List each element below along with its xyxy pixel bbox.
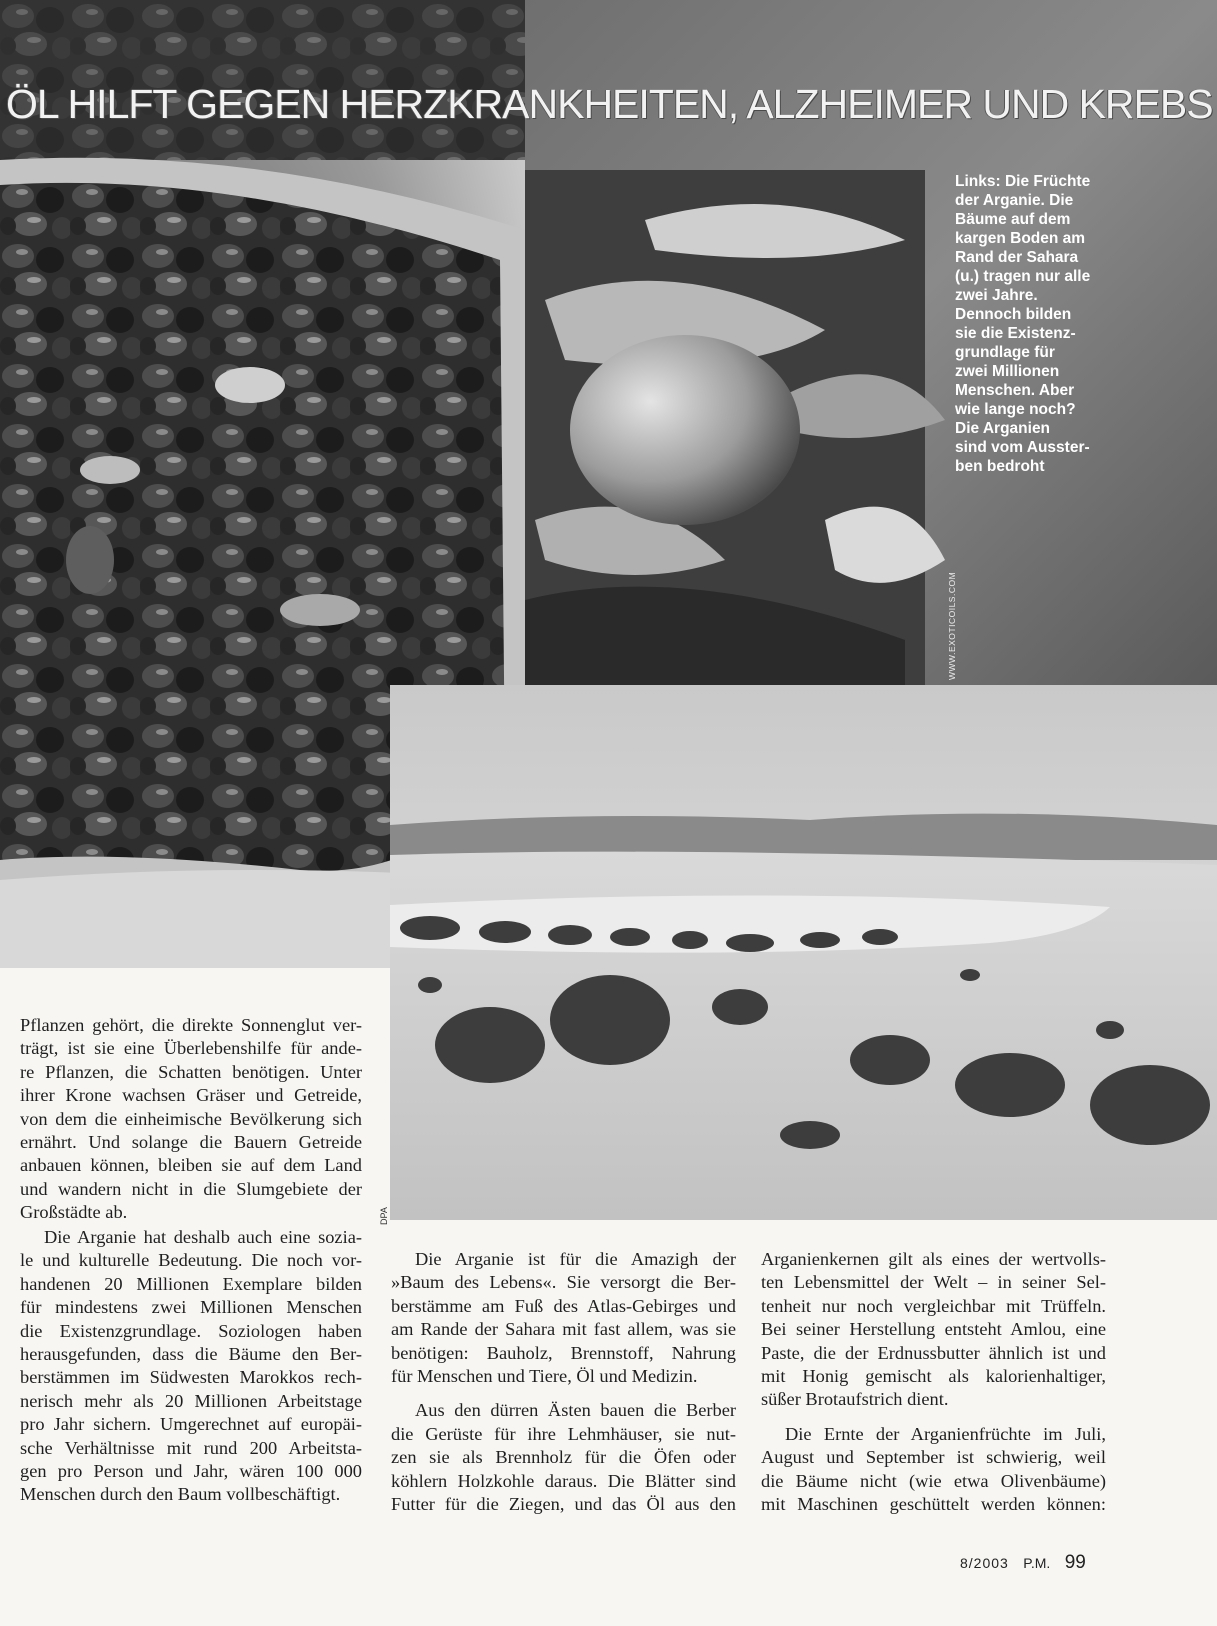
text-line: und wandern nicht in die Slumgebiete der	[20, 1178, 362, 1199]
text-line: tenheit nur noch vergleichbar mit Trüffeln.	[761, 1295, 1106, 1316]
text-line: berstämme am Fuß des Atlas-Gebirges und	[391, 1295, 736, 1316]
text-line: die Bäume nicht (wie etwa Olivenbäume)	[761, 1470, 1106, 1491]
text-line: für Menschen und Tiere, Öl und Medizin.	[391, 1366, 698, 1387]
photo-credit-top: WWW.EXOTICOILS.COM	[947, 571, 957, 680]
text-line: Aus den dürren Ästen bauen die Berber	[415, 1400, 736, 1421]
text-line: ten Lebensmittel der Welt – in seiner Sel-	[761, 1272, 1106, 1293]
text-line: Bei seiner Herstellung entsteht Amlou, eine	[761, 1319, 1106, 1340]
text-line: Menschen durch den Baum vollbeschäftigt.	[20, 1484, 341, 1505]
text-line: Die Arganie ist für die Amazigh der	[415, 1249, 736, 1269]
text-line: »Baum des Lebens«. Sie versorgt die Ber-	[391, 1272, 736, 1293]
photo-credit-bottom: DPA	[379, 1207, 389, 1225]
text-line: für mindestens zwei Millionen Menschen	[20, 1297, 362, 1318]
text-line: mit Maschinen geschüttelt werden können:	[761, 1494, 1106, 1515]
text-line: Futter für die Ziegen, und das Öl aus den	[391, 1494, 736, 1515]
text-line: Paste, die der Erdnussbutter ähnlich ist und	[761, 1342, 1106, 1363]
magazine-name: P.M.	[1023, 1555, 1051, 1571]
text-line: süßer Brotaufstrich dient.	[761, 1389, 949, 1410]
text-line: sche Verhältnisse mit rund 200 Arbeitsta-	[20, 1437, 362, 1458]
headline: ÖL HILFT GEGEN HERZKRANKHEITEN, ALZHEIMER UND KREBS	[6, 81, 1213, 127]
text-line: re Pflanzen, die Schatten benötigen. Unter	[20, 1061, 362, 1082]
text-line: benötigen: Bauholz, Brennstoff, Nahrung	[391, 1342, 736, 1363]
text-line: Pflanzen gehört, die direkte Sonnenglut ver-	[20, 1015, 362, 1035]
text-line: berstämmen im Südwesten Marokkos rech-	[20, 1367, 362, 1388]
text-line: gen pro Person und Jahr, wären 100 000	[20, 1461, 362, 1482]
text-line: zen sie als Brennholz für die Öfen oder	[391, 1447, 736, 1468]
text-line: mit Honig gemischt als kalorienhaltiger,	[761, 1366, 1106, 1387]
text-line: anbauen können, bleiben sie auf dem Land	[20, 1155, 362, 1176]
text-line: ernährt. Und solange die Bauern Getreide	[20, 1132, 362, 1153]
column1-para1	[20, 1014, 362, 1225]
text-line: le und kulturelle Bedeutung. Die noch vor-	[20, 1250, 362, 1271]
text-line: pro Jahr sichern. Umgerechnet auf europäi-	[20, 1414, 362, 1435]
text-line: ihrer Krone wachsen Gräser und Getreide,	[20, 1085, 362, 1106]
text-line: August und September ist schwierig, weil	[761, 1447, 1106, 1468]
text-line: die Existenzgrundlage. Soziologen haben	[20, 1320, 362, 1341]
text-line: von dem die einheimische Bevölkerung sich	[20, 1108, 362, 1129]
column1-para2	[20, 1226, 362, 1507]
text-line: trägt, ist sie eine Überlebenshilfe für ande-	[20, 1038, 362, 1059]
text-line: Arganienkernen gilt als eines der wertvolls-	[761, 1249, 1106, 1269]
text-line: nerisch mehr als 20 Millionen Arbeitstage	[20, 1390, 362, 1411]
text-line: herausgefunden, dass die Bäume den Ber-	[20, 1344, 362, 1365]
photo-caption: Links: Die Früchte der Arganie. Die Bäume auf dem kargen Boden am Rand der Sahara (u.) tragen nur alle zwei Jahre. Dennoch bilden sie die Existenz- grundlage für zwei Millionen Menschen. Aber wie lange noch? Die Arganien sind vom Ausster- ben bedroht	[955, 173, 1091, 475]
text-line: am Rande der Sahara mit fast allem, was sie	[391, 1319, 736, 1340]
page-footer	[960, 1552, 1086, 1574]
page-number: 99	[1064, 1552, 1086, 1573]
text-line: Großstädte ab.	[20, 1202, 128, 1223]
column2	[391, 1248, 736, 1516]
text-line: Die Arganie hat deshalb auch eine sozia-	[44, 1227, 362, 1247]
issue-number: 8/2003	[960, 1555, 1009, 1571]
text-line: handenen 20 Millionen Exemplare bilden	[20, 1273, 362, 1294]
text-line: Die Ernte der Arganienfrüchte im Juli,	[785, 1423, 1106, 1444]
text-line: die Gerüste für ihre Lehmhäuser, sie nut-	[391, 1423, 736, 1444]
text-line: köhlern Holzkohle daraus. Die Blätter sind	[391, 1470, 736, 1491]
landscape-photo	[390, 685, 1217, 1220]
column3	[761, 1248, 1106, 1516]
